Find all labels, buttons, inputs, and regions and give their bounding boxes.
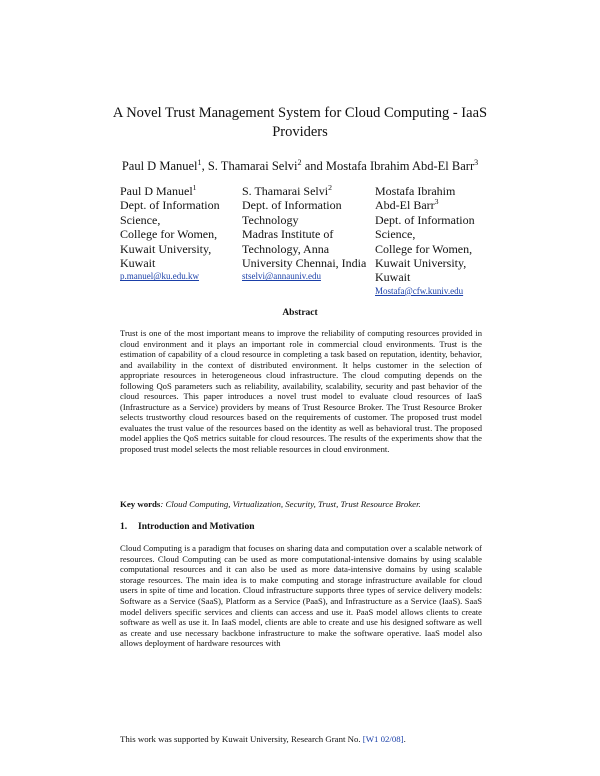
author-3-sup: 3: [474, 157, 479, 167]
author-1: Paul D Manuel: [121, 159, 198, 173]
footnote-end: .: [403, 734, 406, 744]
affiliation-line: Madras Institute of: [242, 227, 334, 242]
author-3: and Mostafa Ibrahim Abd-El Barr: [301, 159, 475, 173]
author-line: [60, 158, 540, 174]
affiliation-line: Technology, Anna: [242, 241, 330, 256]
affiliation-1: [120, 184, 232, 282]
grant-number: [W1 02/08]: [362, 734, 404, 744]
footnote-text: This work was supported by Kuwait University, Research Grant No.: [120, 734, 363, 744]
keywords-list: : Cloud Computing, Virtualization, Security, Trust, Trust Resource Broker.: [160, 499, 421, 509]
affiliation-line: Kuwait: [120, 256, 156, 271]
affiliation-name-2: Abd-El Barr$^3$: [375, 197, 439, 213]
affiliation-name: Paul D Manuel$^1$: [120, 183, 197, 198]
affiliation-line: Dept. of Information: [375, 212, 475, 227]
author-2-sup: 2: [297, 157, 302, 167]
section-heading: [120, 522, 482, 532]
footnote: [120, 734, 500, 744]
body-paragraph: Cloud Computing is a paradigm that focuses on sharing data and computation over a scalable network of resources. Cloud Computing can be used as more computational-intensive domains by using scalable computational resources and it can also be used as more data-intensive domains by using scalable storage resources. The main idea is to make computing and storage infrastructure available for cloud users in spite of time and location. Cloud infrastructure supports three types of service delivery models: Software as a Service (SaaS), Platform as a Service (PaaS), and Infrastructure as a Service (IaaS). SaaS model delivers specific services and clients can access and use it. PaaS model allows clients to create software as well as use it. In IaaS model, clients are able to create and use his designed software as well as create and use necessary backbone infrastructure to make the software operative. IaaS model also allows deployment of hardware resources with: [120, 543, 482, 649]
affiliation-line: Science,: [375, 227, 416, 242]
abstract-heading: Abstract: [282, 308, 318, 318]
affiliation-line: University Chennai, India: [242, 256, 367, 271]
affiliation-name: S. Thamarai Selvi$^2$: [242, 183, 333, 198]
author-2: , S. Thamarai Selvi: [201, 159, 298, 173]
affiliation-line: Technology: [242, 212, 299, 227]
affiliation-line: Dept. of Information: [120, 198, 220, 213]
affiliation-line: Kuwait University,: [375, 256, 467, 271]
affiliation-3: [375, 184, 485, 297]
affiliation-line: College for Women,: [375, 241, 473, 256]
section-title: Introduction and Motivation: [138, 522, 255, 532]
affiliation-line: College for Women,: [120, 227, 218, 242]
affiliation-line: Kuwait University,: [120, 241, 212, 256]
affiliation-line: Science,: [120, 212, 161, 227]
email-link[interactable]: Mostafa@cfw.kuniv.edu: [375, 285, 464, 296]
author-1-sup: 1: [197, 157, 202, 167]
affiliation-2: [242, 184, 368, 282]
affiliation-name: Mostafa Ibrahim: [375, 184, 456, 198]
section-number: 1.: [120, 522, 128, 532]
keywords-label: Key words: [120, 499, 161, 509]
email-link[interactable]: p.manuel@ku.edu.kw: [120, 271, 200, 282]
paper-title: A Novel Trust Management System for Cloud Computing - IaaS Providers: [112, 105, 488, 140]
affiliation-line: Dept. of Information: [242, 198, 342, 213]
affiliation-line: Kuwait: [375, 270, 411, 285]
keywords: [120, 499, 482, 510]
abstract-text: Trust is one of the most important means to improve the reliability of computing resources provided in cloud environment and it plays an important role in commercial cloud environments. Trust is the estimation of capability of a cloud resource in completing a task based on reputation, identity, behavior, and availability in the context of distributed environment. It helps customer in the selection of appropriate resources in heterogeneous cloud infrastructure. The cloud computing depends on the following QoS parameters such as reliability, availability, scalability, security and past behavior of the cloud resources. This paper introduces a novel trust model to evaluate cloud resources of IaaS (Infrastructure as a Service) providers by means of Trust Resource Broker. The Trust Resource Broker selects trustworthy cloud resources based on the requirements of customer. The proposed trust model evaluates the trust value of the resources based on the identity as well as behavioral trust. The proposed model applies the QoS metrics suitable for cloud resources. The results of the experiments show that the proposed trust model selects the most reliable resources in cloud environment.: [120, 328, 482, 454]
email-link[interactable]: stselvi@annauniv.edu: [242, 271, 321, 282]
